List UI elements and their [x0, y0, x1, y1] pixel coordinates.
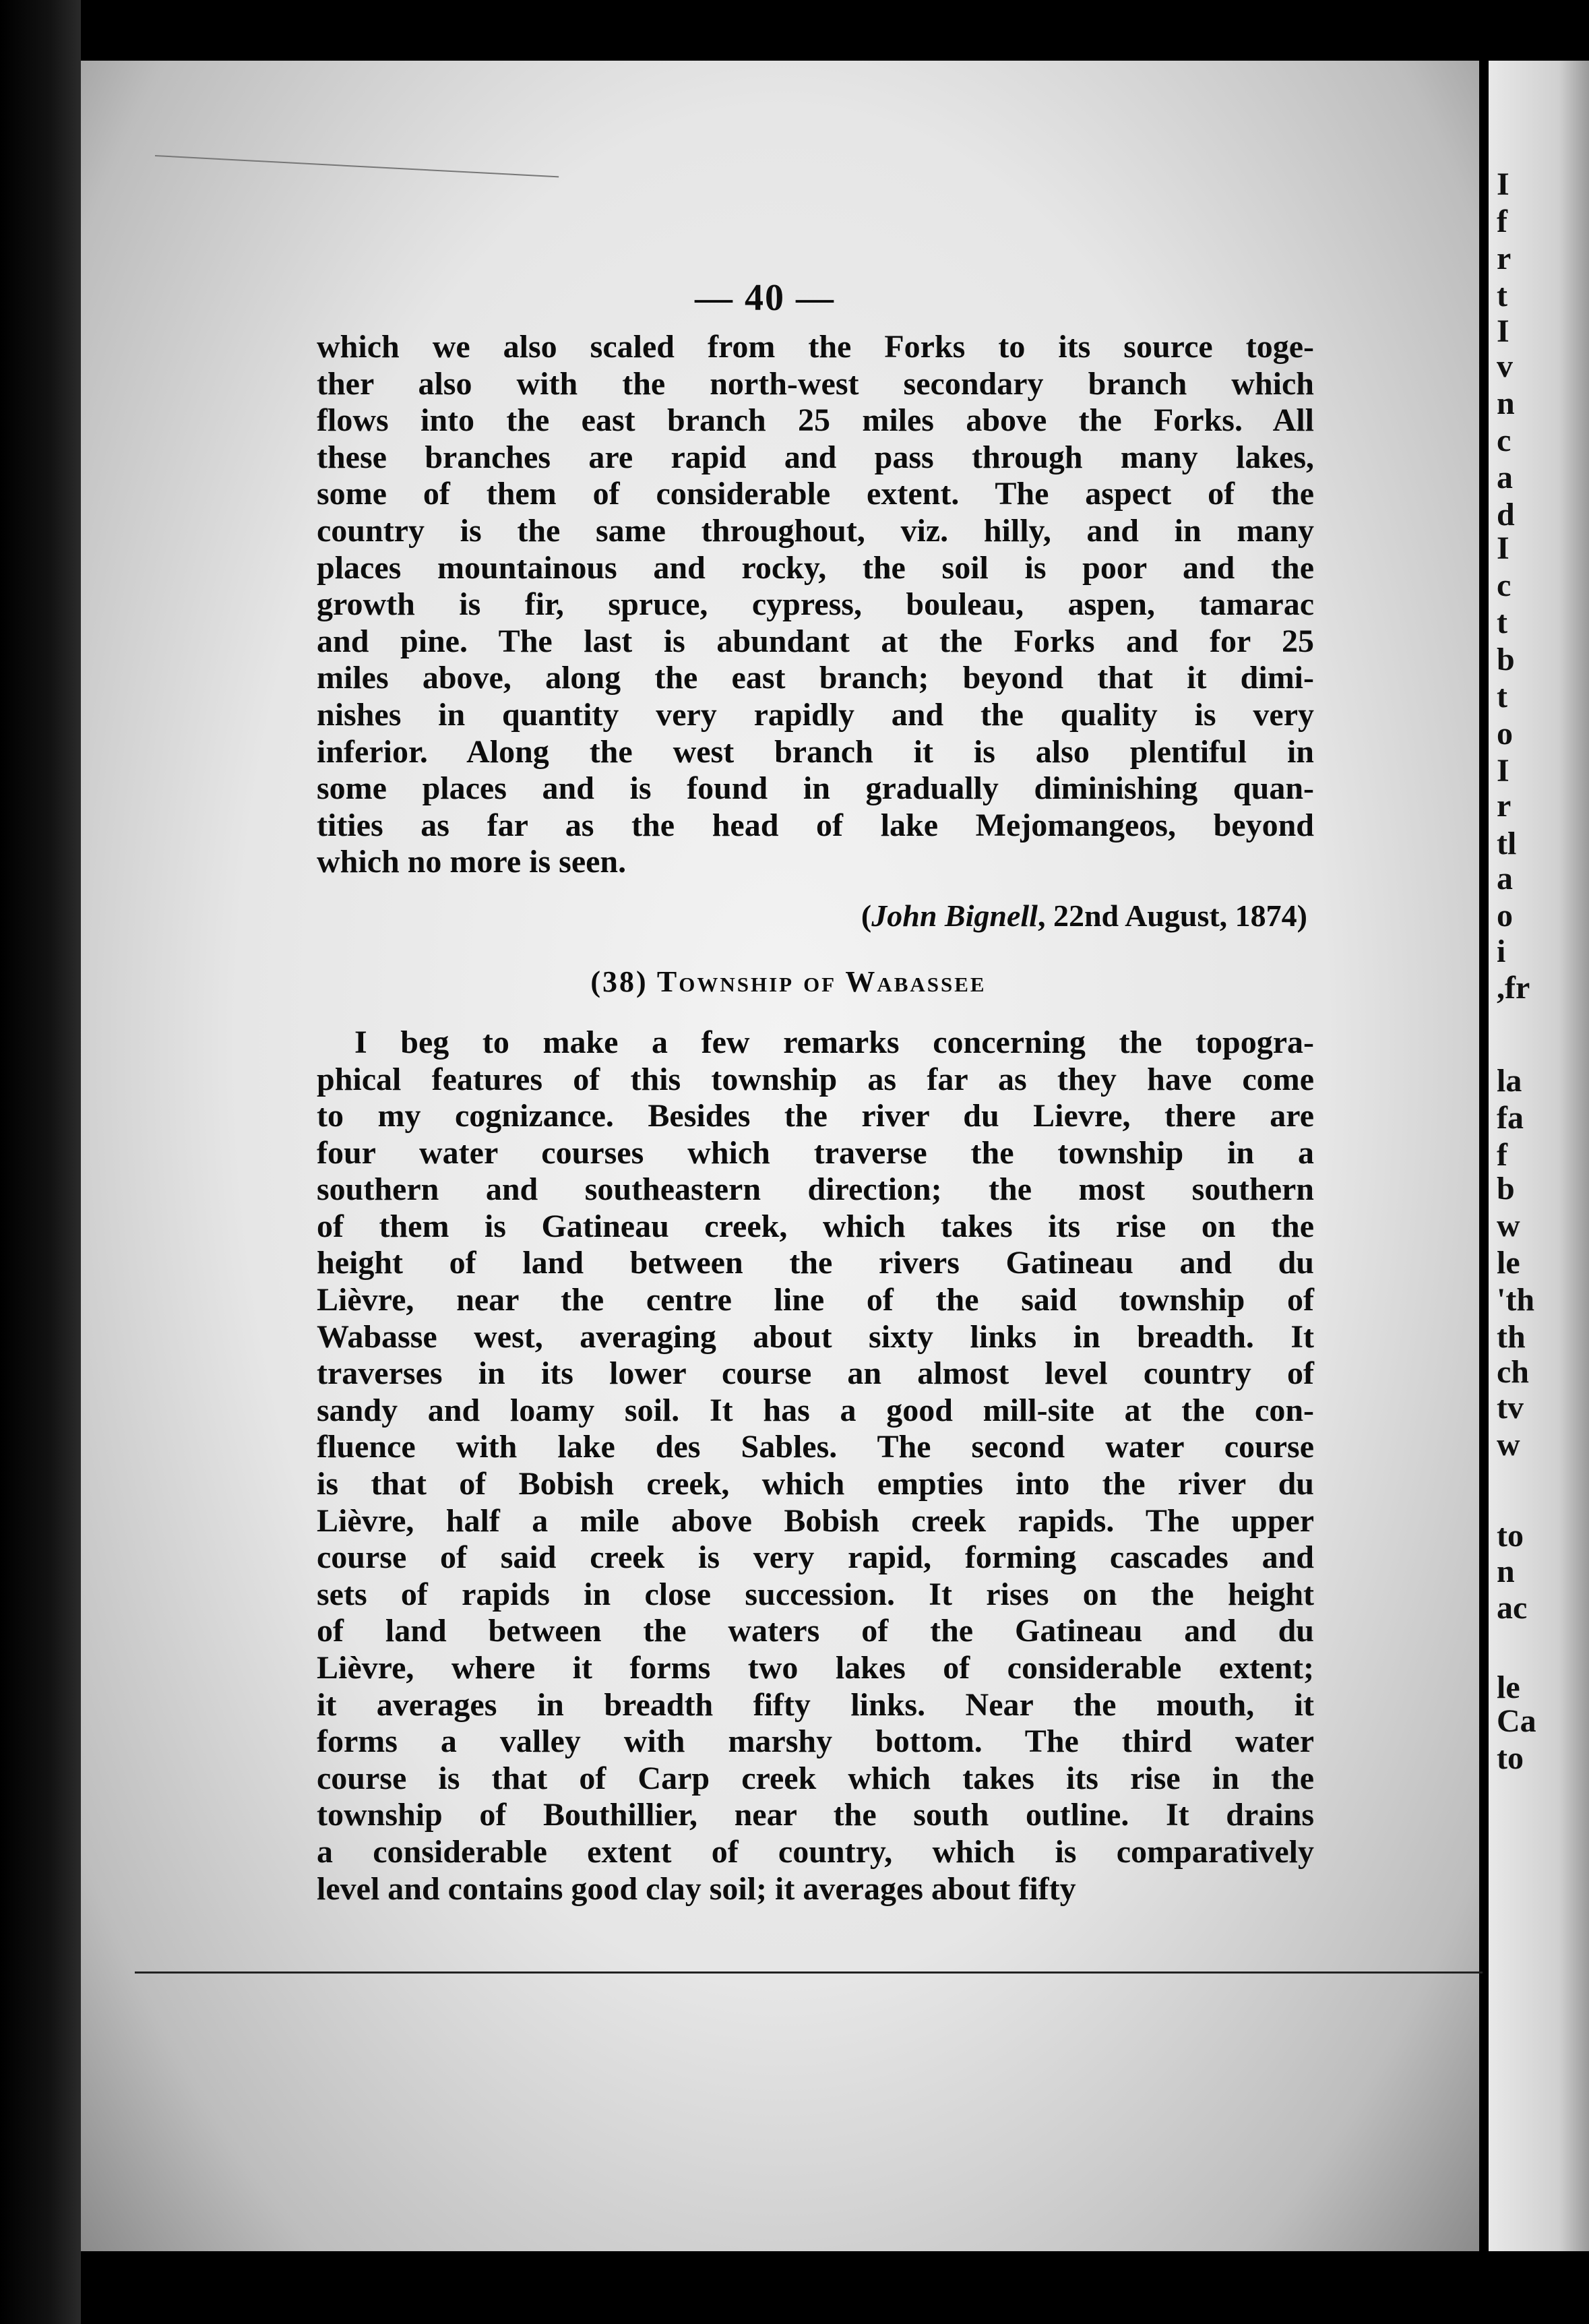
- adjacent-page-fragment: i: [1497, 934, 1506, 969]
- text-line: growth is fir, spruce, cypress, bouleau, aspen, tamarac: [317, 586, 1314, 623]
- adjacent-page-fragment: to: [1497, 1740, 1524, 1776]
- text-line: and pine. The last is abundant at the Forks and for 25: [317, 623, 1314, 659]
- text-line: of them is Gatineau creek, which takes its rise on the: [317, 1208, 1314, 1244]
- text-line: Lièvre, near the centre line of the said township of: [317, 1282, 1314, 1318]
- adjacent-page-fragment: t: [1497, 605, 1507, 640]
- section-heading: (38) Township of Wabassee: [590, 965, 987, 998]
- adjacent-page-fragment: I: [1497, 166, 1509, 202]
- text-line: which no more is seen.: [317, 844, 627, 880]
- surveyor-signature: [317, 896, 1307, 936]
- adjacent-page-fragment: t: [1497, 278, 1507, 313]
- text-line: Lièvre, half a mile above Bobish creek rapids. The upper: [317, 1502, 1314, 1539]
- text-line: inferior. Along the west branch it is also plentiful in: [317, 733, 1314, 770]
- text-line: course of said creek is very rapid, forming cascades and: [317, 1539, 1314, 1576]
- text-line: some places and is found in gradually diminishing quan-: [317, 770, 1314, 807]
- text-line: traverses in its lower course an almost level country of: [317, 1355, 1314, 1392]
- adjacent-page-strip: [1489, 61, 1589, 2251]
- adjacent-page-fragment: d: [1497, 497, 1515, 532]
- adjacent-page-fragment: b: [1497, 642, 1515, 677]
- text-line: four water courses which traverse the township in a: [317, 1134, 1314, 1171]
- adjacent-page-fragment: th: [1497, 1319, 1526, 1355]
- adjacent-page-fragment: tl: [1497, 826, 1517, 861]
- text-line: level and contains good clay soil; it averages about fifty: [317, 1870, 1076, 1907]
- adjacent-page-fragment: to: [1497, 1518, 1524, 1554]
- text-line: sandy and loamy soil. It has a good mill-site at the con-: [317, 1392, 1314, 1428]
- adjacent-page-fragment: fa: [1497, 1100, 1524, 1136]
- adjacent-page-fragment: a: [1497, 861, 1513, 896]
- text-line: I beg to make a few remarks concerning the topogra-: [354, 1024, 1314, 1060]
- text-line: sets of rapids in close succession. It rises on the height: [317, 1576, 1314, 1612]
- text-line: phical features of this township as far as they have come: [317, 1061, 1314, 1097]
- text-line: places mountainous and rocky, the soil is poor and the: [317, 549, 1314, 586]
- text-line: a considerable extent of country, which is comparatively: [317, 1833, 1314, 1870]
- text-line: ther also with the north-west secondary branch which: [317, 365, 1314, 402]
- adjacent-page-fragment: la: [1497, 1063, 1522, 1099]
- adjacent-page-fragment: c: [1497, 568, 1512, 603]
- text-line: height of land between the rivers Gatineau and du: [317, 1245, 1314, 1281]
- adjacent-page-fragment: n: [1497, 1554, 1515, 1589]
- text-line: township of Bouthillier, near the south outline. It drains: [317, 1797, 1314, 1833]
- adjacent-page-fragment: f: [1497, 1137, 1507, 1173]
- adjacent-page-fragment: n: [1497, 386, 1515, 421]
- text-line: Wabasse west, averaging about sixty links in breadth. It: [317, 1318, 1314, 1355]
- adjacent-page-fragment: tv: [1497, 1390, 1524, 1426]
- adjacent-page-fragment: I: [1497, 313, 1509, 349]
- adjacent-page-fragment: c: [1497, 423, 1512, 458]
- text-line: Lièvre, where it forms two lakes of considerable extent;: [317, 1650, 1314, 1686]
- paragraph-continuation: [317, 329, 1314, 881]
- adjacent-page-fragment: r: [1497, 788, 1512, 824]
- adjacent-page-fragment: ac: [1497, 1590, 1528, 1626]
- text-line: to my cognizance. Besides the river du Lievre, there are: [317, 1098, 1314, 1134]
- text-line: these branches are rapid and pass through many lakes,: [317, 439, 1314, 475]
- text-line: flows into the east branch 25 miles above the Forks. All: [317, 402, 1314, 439]
- adjacent-page-fragment: r: [1497, 241, 1512, 276]
- adjacent-page-fragment: 'th: [1497, 1282, 1535, 1318]
- signature-name: John Bignell: [871, 898, 1038, 933]
- bottom-rule-line: [135, 1971, 1483, 1974]
- text-line: it averages in breadth fifty links. Near the mouth, it: [317, 1686, 1314, 1723]
- text-line: fluence with lake des Sables. The second water course: [317, 1429, 1314, 1465]
- paragraph-wabassee: [317, 1025, 1314, 1907]
- adjacent-page-fragment: le: [1497, 1670, 1520, 1705]
- text-line: forms a valley with marshy bottom. The third water: [317, 1723, 1314, 1760]
- text-line: is that of Bobish creek, which empties into the river du: [317, 1466, 1314, 1502]
- adjacent-page-fragment: Ca: [1497, 1703, 1536, 1739]
- page-text-block: [317, 276, 1314, 1907]
- adjacent-page-fragment: ,fr: [1497, 970, 1530, 1006]
- adjacent-page-fragment: le: [1497, 1245, 1520, 1281]
- signature-open-paren: (: [861, 898, 872, 933]
- text-line: nishes in quantity very rapidly and the quality is very: [317, 696, 1314, 733]
- text-line: course is that of Carp creek which takes its rise in the: [317, 1760, 1314, 1796]
- text-line: some of them of considerable extent. The aspect of the: [317, 476, 1314, 512]
- text-line: tities as far as the head of lake Mejomangeos, beyond: [317, 807, 1314, 843]
- text-line: miles above, along the east branch; beyond that it dimi-: [317, 660, 1314, 696]
- signature-date: , 22nd August, 1874): [1037, 898, 1307, 933]
- adjacent-page-fragment: w: [1497, 1208, 1520, 1244]
- adjacent-page-fragment: b: [1497, 1171, 1515, 1206]
- adjacent-page-fragment: ch: [1497, 1354, 1529, 1390]
- text-line: of land between the waters of the Gatineau and du: [317, 1613, 1314, 1649]
- adjacent-page-fragment: I: [1497, 530, 1509, 566]
- adjacent-page-fragment: v: [1497, 348, 1513, 384]
- text-line: country is the same throughout, viz. hilly, and in many: [317, 512, 1314, 549]
- book-left-edge: [0, 0, 81, 2324]
- text-line: which we also scaled from the Forks to its source toge-: [317, 329, 1314, 365]
- adjacent-page-fragment: t: [1497, 679, 1507, 714]
- adjacent-page-fragment: a: [1497, 460, 1513, 495]
- adjacent-page-fragment: o: [1497, 716, 1513, 752]
- page-number: — 40 —: [695, 277, 835, 319]
- adjacent-page-fragment: w: [1497, 1427, 1520, 1463]
- adjacent-page-fragment: I: [1497, 753, 1509, 789]
- adjacent-page-fragment: f: [1497, 204, 1507, 239]
- text-line: southern and southeastern direction; the most southern: [317, 1171, 1314, 1208]
- page-gutter: [1479, 40, 1489, 2292]
- adjacent-page-fragment: o: [1497, 898, 1513, 934]
